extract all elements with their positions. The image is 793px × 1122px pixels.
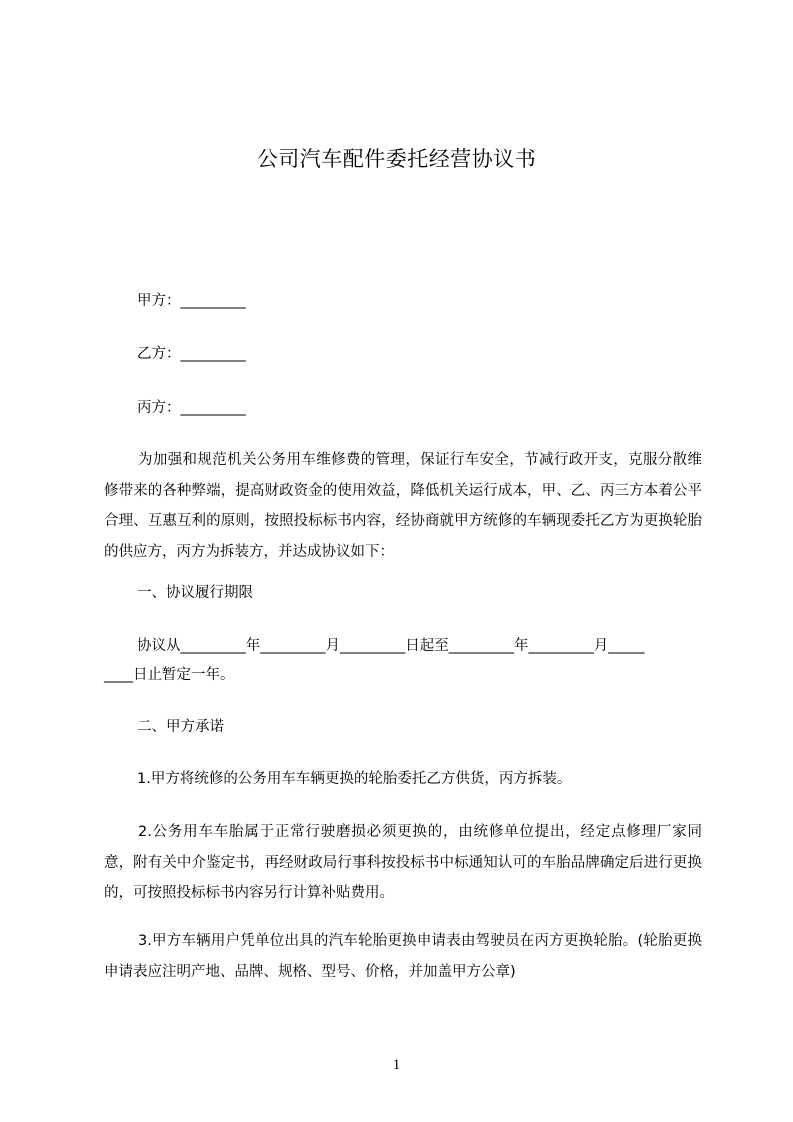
intro-paragraph: 为加强和规范机关公务用车维修费的管理，保证行车安全，节减行政开支，克服分散维修带来的各种弊端，提高财政资金的使用效益，降低机关运行成本，甲、乙、丙三方本着公平合理、互惠互利的原则，按照投标标书内容，经协商就甲方统修的车辆现委托乙方为更换轮胎的供应方，丙方为拆装方，并达成协议如下：: [104, 452, 702, 560]
page-number: 1: [392, 1057, 401, 1073]
section2-heading: 二、甲方承诺: [137, 719, 224, 735]
document-title: 公司汽车配件委托经营协议书: [256, 147, 537, 171]
item-2-paragraph: 2.公务用车车胎属于正常行驶磨损必须更换的，由统修单位提出，经定点修理厂家同意，附有关中介鉴定书，再经财政局行事科按投标书中标通知认可的车胎品牌确定后进行更换的，可按照投标标书内容另行计算补贴费用。: [104, 824, 702, 901]
section1-term-line-2: ____日止暂定一年。: [104, 667, 235, 683]
section1-heading: 一、协议履行期限: [137, 585, 253, 601]
party-b-line: 乙方：_________: [137, 346, 246, 362]
item-3-paragraph: 3.甲方车辆用户凭单位出具的汽车轮胎更换申请表由驾驶员在丙方更换轮胎。(轮胎更换申请表应注明产地、品牌、规格、型号、价格，并加盖甲方公章): [104, 933, 702, 980]
party-c-line: 丙方：_________: [137, 400, 246, 416]
party-a-line: 甲方：_________: [137, 293, 246, 309]
section1-term-line-1: 协议从_________年_________月_________日起至_________年_________月_____: [137, 638, 645, 654]
item-1: 1.甲方将统修的公务用车车辆更换的轮胎委托乙方供货，丙方拆装。: [137, 771, 572, 787]
